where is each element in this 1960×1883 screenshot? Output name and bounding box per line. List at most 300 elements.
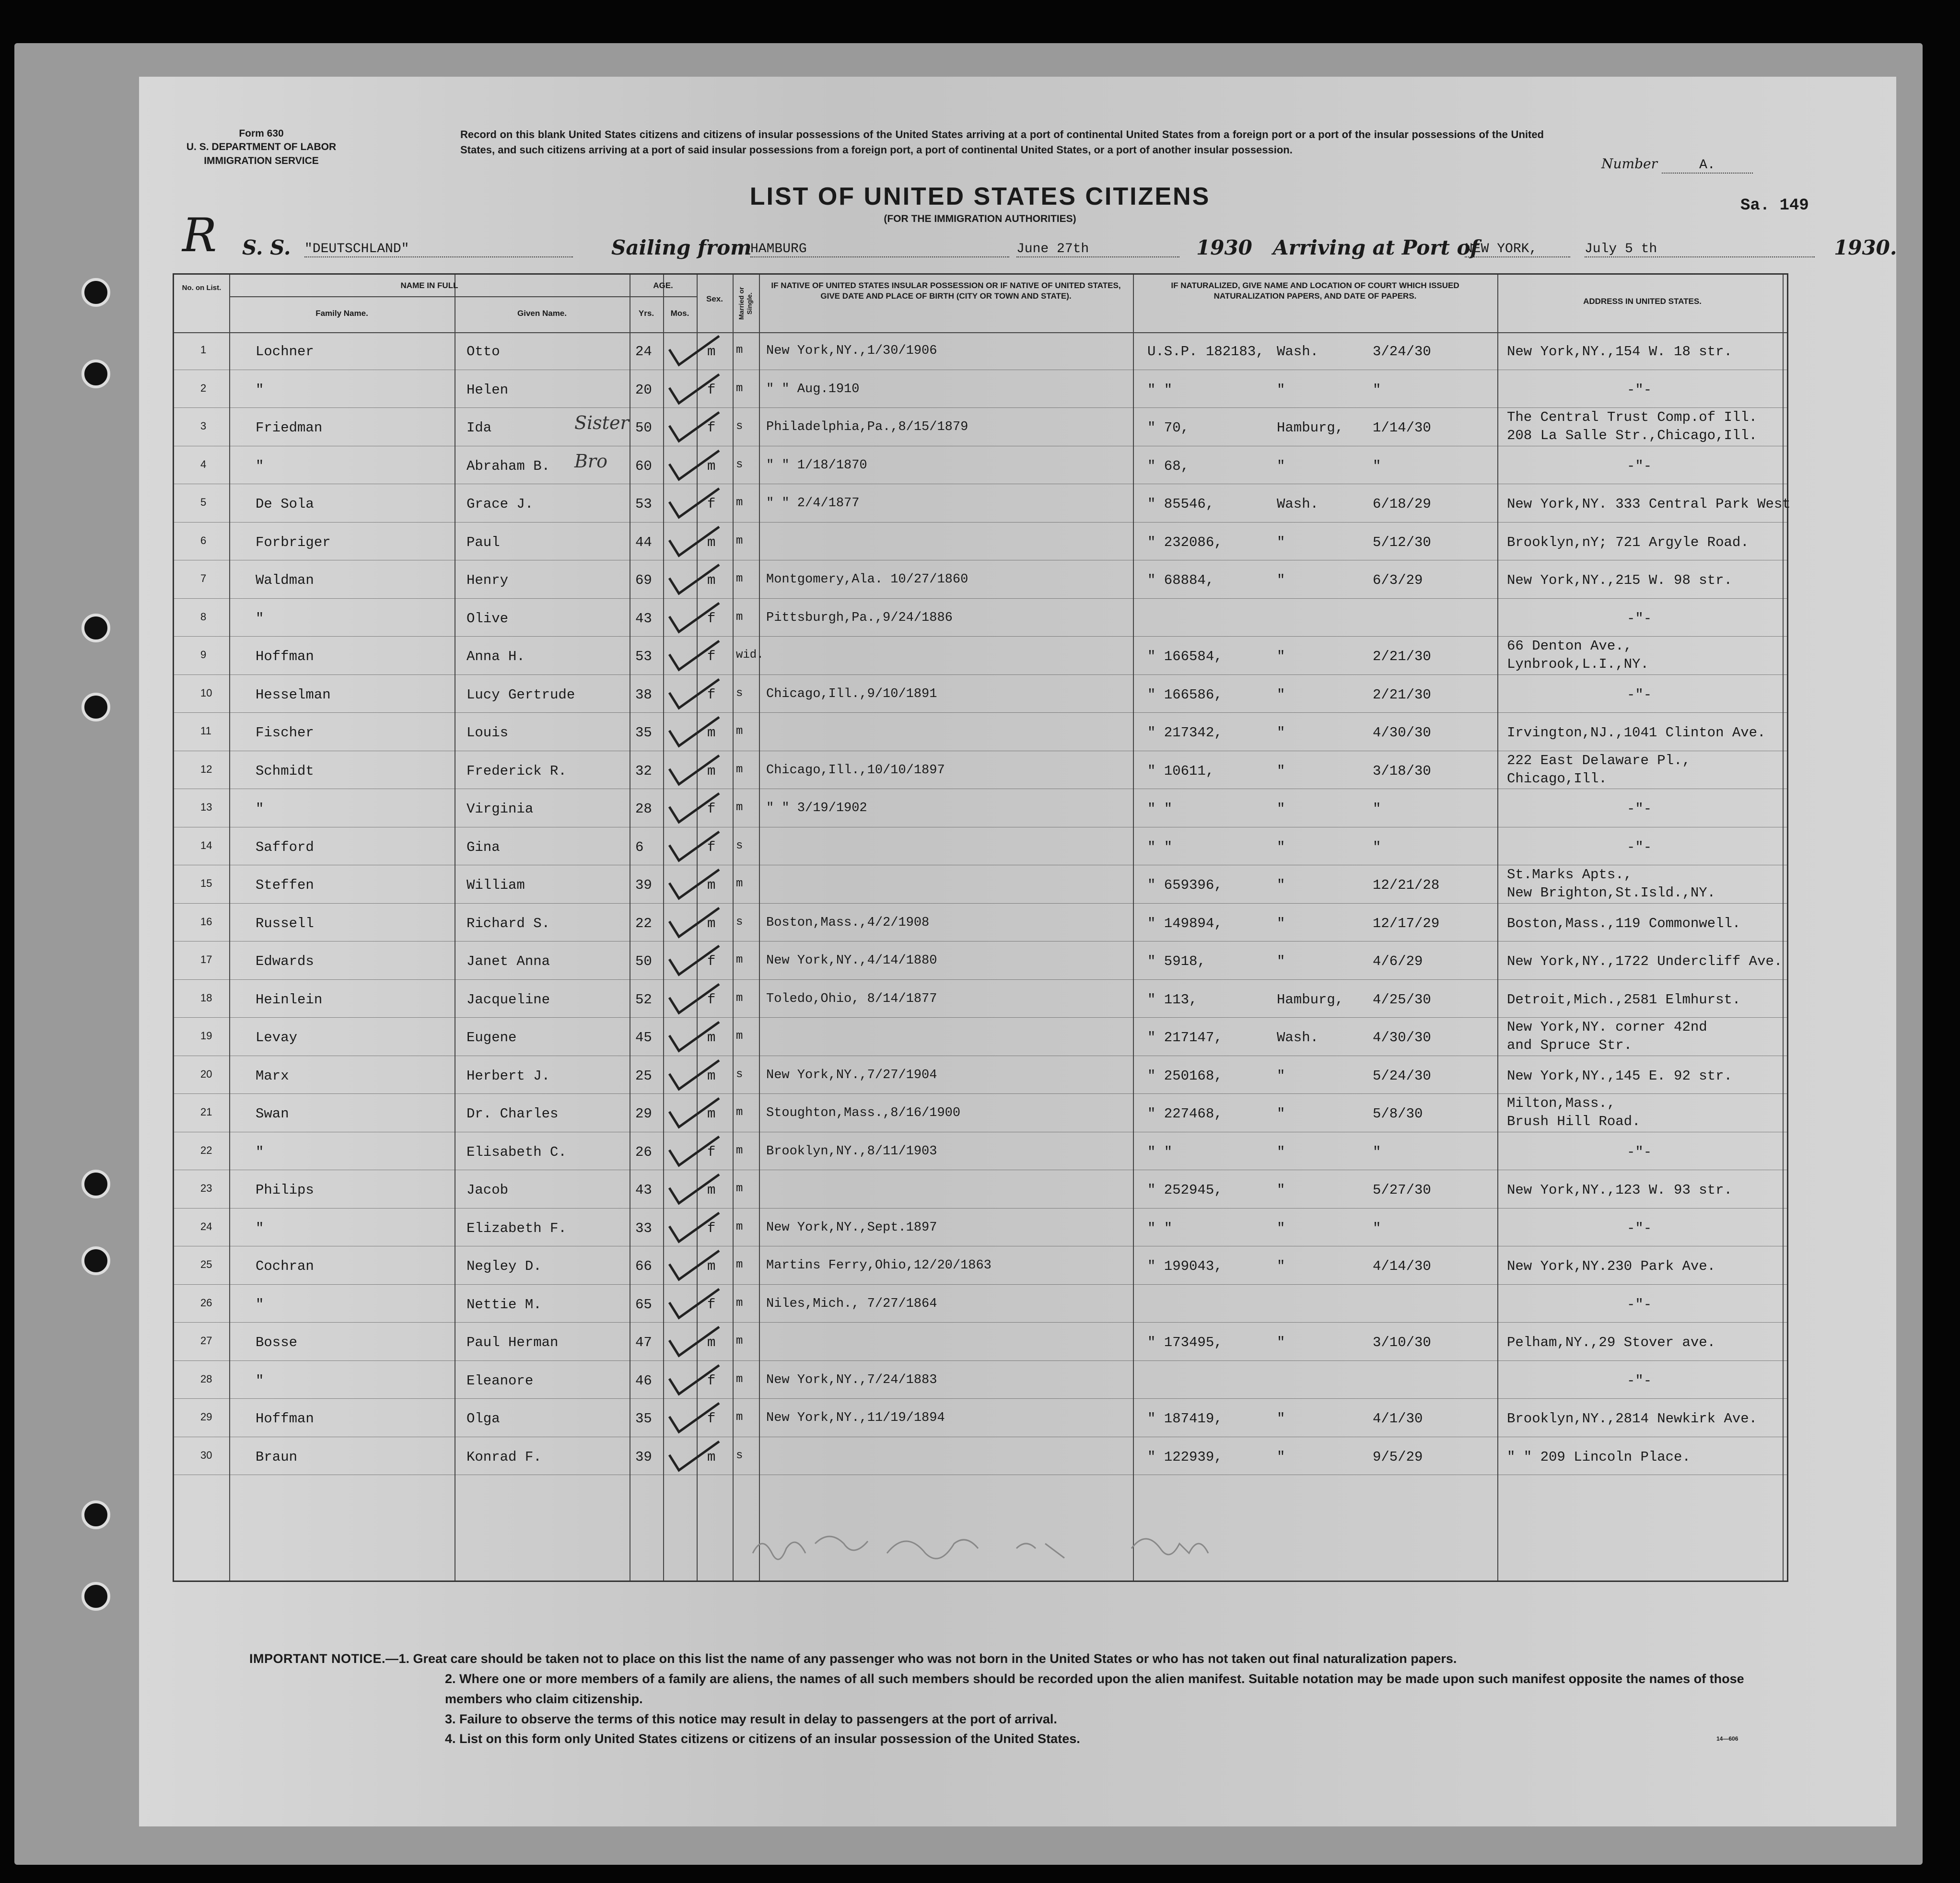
naturalization-number: " 149894, [1147,915,1223,931]
sex: f [707,1296,716,1313]
naturalization-date: 4/14/30 [1373,1258,1431,1274]
sex: f [707,649,716,664]
age-years: 44 [635,534,652,550]
given-name: Jacob [467,1182,509,1198]
arrival-year: 1930. [1834,236,1897,259]
naturalization-court: " [1277,915,1285,931]
age-years: 46 [635,1372,652,1389]
naturalization-number: " " [1147,1144,1173,1160]
check-mark-icon [665,1059,723,1093]
notice-item [249,1649,1784,1669]
sex: m [707,725,716,741]
given-name: Helen [467,382,509,398]
naturalization-court: " [1277,572,1285,588]
check-mark-icon [665,602,723,636]
age-years: 43 [635,1182,652,1198]
family-name: " [256,382,264,398]
table-row [174,1171,1787,1209]
header-no: No. on List. [182,284,222,292]
age-years: 39 [635,877,652,893]
given-name: Lucy Gertrude [467,686,575,703]
given-name: Virginia [467,801,534,817]
sex: f [707,1372,716,1389]
row-rule [174,522,1787,523]
table-row [174,1133,1787,1171]
marital-status: m [736,763,743,776]
naturalization-number: " " [1147,839,1173,855]
address-line-1: -"- [1627,686,1652,703]
age-years: 60 [635,458,652,474]
marital-status: m [736,1335,743,1348]
given-name: Jacqueline [467,991,550,1008]
age-years: 26 [635,1144,652,1160]
check-mark-icon [665,1136,723,1169]
family-name: Fischer [256,725,314,741]
header-naturalized: IF NATURALIZED, GIVE NAME AND LOCATION OF COURT WHICH ISSUED NATURALIZATION PAPERS, AND DATE OF PAPERS. [1171,281,1459,301]
family-name: Safford [256,839,314,855]
naturalization-number: " 173495, [1147,1335,1223,1350]
age-years: 66 [635,1258,652,1274]
naturalization-court: " [1277,686,1285,703]
check-mark-icon [665,488,723,521]
notice-item: 4. List on this form only United States citizens or citizens of an insular possession of the United States. [445,1732,1080,1746]
given-name: Richard S. [467,915,550,931]
family-name: Schmidt [256,763,314,779]
sex: f [707,420,716,436]
birth-place-date: Philadelphia,Pa.,8/15/1879 [766,420,968,434]
naturalization-number: U.S.P. 182183, [1147,344,1264,360]
birth-place-date: Niles,Mich., 7/27/1864 [766,1296,937,1311]
sex: m [707,572,716,588]
punch-hole [82,1582,110,1611]
form-identification [170,127,352,168]
marital-status: s [736,1068,743,1081]
naturalization-number: " 10611, [1147,763,1214,779]
check-mark-icon [665,640,723,674]
table-row [174,866,1787,904]
age-years: 65 [635,1296,652,1313]
naturalization-number: " " [1147,382,1173,398]
address-line-2: New Brighton,St.Isld.,NY. [1507,885,1716,901]
family-name: " [256,610,264,627]
naturalization-number: " 227468, [1147,1106,1223,1122]
address-line-2: Chicago,Ill. [1507,770,1607,787]
check-mark-icon [665,716,723,750]
row-rule [174,1360,1787,1361]
row-rule [174,941,1787,942]
birth-place-date: Chicago,Ill.,10/10/1897 [766,763,945,778]
table-row [174,637,1787,675]
table-row [174,1399,1787,1437]
punch-hole [82,278,110,307]
family-name: Hesselman [256,686,331,703]
notice-item-text: 1. Great care should be taken not to place on this list the name of any passenger who was not born in the United States or who has not taken out final naturalization papers. [398,1651,1457,1666]
given-name: Dr. Charles [467,1106,559,1122]
row-rule [174,979,1787,980]
sex: m [707,763,716,779]
family-name: Friedman [256,420,323,436]
given-name: Gina [467,839,500,855]
handwritten-annotation [748,1524,1323,1572]
check-mark-icon [665,373,723,407]
marital-status: s [736,839,743,852]
table-row [174,1361,1787,1399]
table-row [174,904,1787,942]
address-line-1: -"- [1627,1220,1652,1236]
handwritten-relation: Sister [574,412,629,433]
sex: m [707,877,716,893]
family-name: Levay [256,1030,298,1046]
naturalization-number: " 187419, [1147,1411,1223,1427]
check-mark-icon [665,1326,723,1360]
arrival-port: NEW YORK, [1465,242,1570,257]
row-number: 26 [200,1296,212,1309]
address-line-1: Brooklyn,nY; 721 Argyle Road. [1507,534,1749,550]
family-name: " [256,1220,264,1236]
birth-place-date: New York,NY.,7/27/1904 [766,1068,937,1082]
birth-place-date: " " Aug.1910 [766,382,860,396]
check-mark-icon [665,1402,723,1436]
row-number: 2 [200,382,207,394]
marital-status: m [736,1220,743,1233]
department-name: U. S. DEPARTMENT OF LABOR [186,141,337,153]
family-name: Forbriger [256,534,331,550]
naturalization-court: Wash. [1277,1030,1319,1046]
address-line-2: Brush Hill Road. [1507,1114,1641,1129]
marital-status: m [736,877,743,890]
table-row [174,332,1787,370]
row-number: 29 [200,1411,212,1423]
given-name: Henry [467,572,509,588]
row-number: 4 [200,458,207,470]
address-line-1: 222 East Delaware Pl., [1507,752,1691,768]
header-family-name: Family Name. [315,309,368,318]
sex: m [707,1449,716,1465]
family-name: Russell [256,915,314,931]
marital-status: s [736,915,743,929]
sex: f [707,382,716,398]
header-married-single: Married or Single. [737,287,753,320]
table-row [174,790,1787,827]
address-line-1: New York,NY. 333 Central Park West [1507,496,1791,512]
naturalization-number: " 122939, [1147,1449,1223,1465]
marital-status: m [736,344,743,357]
sex: f [707,686,716,703]
notice-heading: IMPORTANT NOTICE.— [249,1651,399,1666]
address-line-1: New York,NY.,215 W. 98 str. [1507,572,1732,588]
check-mark-icon [665,1021,723,1055]
naturalization-court: Wash. [1277,496,1319,512]
address-line-1: Pelham,NY.,29 Stover ave. [1507,1335,1716,1350]
row-number: 27 [200,1335,212,1347]
naturalization-date: 5/27/30 [1373,1182,1431,1198]
naturalization-number: " " [1147,1220,1173,1236]
row-number: 3 [200,420,207,432]
marital-status: m [736,1182,743,1195]
naturalization-number: " 85546, [1147,496,1214,512]
naturalization-number: " 68884, [1147,572,1214,588]
age-years: 69 [635,572,652,588]
naturalization-date: " [1373,382,1381,398]
birth-place-date: New York,NY.,1/30/1906 [766,344,937,358]
age-years: 24 [635,344,652,360]
naturalization-date: " [1373,1144,1381,1160]
family-name: Braun [256,1449,298,1465]
table-row [174,1323,1787,1361]
punch-hole [82,1246,110,1275]
address-line-1: -"- [1627,1144,1652,1160]
table-row [174,371,1787,408]
arrival-date: July 5 th [1585,242,1815,257]
naturalization-number: " 232086, [1147,534,1223,550]
check-mark-icon [665,1097,723,1131]
marital-status: m [736,953,743,966]
naturalization-date: " [1373,458,1381,474]
naturalization-number: " 113, [1147,991,1198,1008]
row-number: 21 [200,1106,212,1118]
given-name: Otto [467,344,500,360]
naturalization-court: Hamburg, [1277,420,1344,436]
marital-status: m [736,496,743,509]
given-name: Olive [467,610,509,627]
row-rule [174,1322,1787,1323]
marital-status: m [736,382,743,395]
punch-hole [82,693,110,721]
marital-status: m [736,991,743,1005]
row-number: 16 [200,915,212,928]
sailing-label: Sailing from [611,236,752,259]
naturalization-number: " 217147, [1147,1030,1223,1046]
sex: f [707,610,716,627]
address-line-1: New York,NY.,145 E. 92 str. [1507,1068,1732,1084]
punch-hole [82,1500,110,1529]
family-name: De Sola [256,496,314,512]
row-number: 7 [200,572,207,584]
naturalization-court: Wash. [1277,344,1319,360]
family-name: Philips [256,1182,314,1198]
marital-status: m [736,801,743,814]
address-line-1: " " 209 Lincoln Place. [1507,1449,1691,1465]
table-row [174,408,1787,446]
naturalization-date: 9/5/29 [1373,1449,1423,1465]
number-value: A. [1662,158,1753,174]
naturalization-date: 2/21/30 [1373,649,1431,664]
row-number: 25 [200,1258,212,1270]
given-name: Nettie M. [467,1296,542,1313]
address-line-1: -"- [1627,458,1652,474]
row-rule [174,1017,1787,1018]
header-age: AGE. [653,281,673,290]
row-number: 18 [200,991,212,1004]
check-mark-icon [665,411,723,445]
row-number: 28 [200,1372,212,1385]
naturalization-date: 3/24/30 [1373,344,1431,360]
given-name: Grace J. [467,496,534,512]
birth-place-date: New York,NY.,7/24/1883 [766,1372,937,1387]
family-name: Hoffman [256,1411,314,1427]
sailing-year: 1930 [1196,236,1252,259]
passenger-table [173,273,1791,1582]
age-years: 45 [635,1030,652,1046]
marital-status: m [736,610,743,624]
age-years: 22 [635,915,652,931]
marital-status: m [736,1030,743,1043]
number-label: Number [1601,156,1657,172]
address-line-1: -"- [1627,839,1652,855]
marital-status: m [736,1106,743,1119]
naturalization-court: " [1277,458,1285,474]
important-notice [249,1649,1784,1749]
ss-label: S. S. [242,236,291,259]
address-line-2: and Spruce Str. [1507,1037,1633,1053]
address-line-1: New York,NY. corner 42nd [1507,1019,1707,1035]
naturalization-number: " 217342, [1147,725,1223,741]
sex: f [707,1411,716,1427]
family-name: " [256,458,264,474]
naturalization-date: 3/18/30 [1373,763,1431,779]
given-name: Elisabeth C. [467,1144,567,1160]
given-name: Abraham B. [467,458,550,474]
check-mark-icon [665,1288,723,1322]
age-years: 29 [635,1106,652,1122]
naturalization-court: " [1277,534,1285,550]
naturalization-number: " 68, [1147,458,1190,474]
family-name: Hoffman [256,649,314,664]
given-name: Paul Herman [467,1335,559,1350]
family-name: " [256,1144,264,1160]
departure-port: HAMBURG [750,242,1009,257]
birth-place-date: Pittsburgh,Pa.,9/24/1886 [766,610,953,625]
naturalization-court: " [1277,1449,1285,1465]
address-line-1: Irvington,NJ.,1041 Clinton Ave. [1507,725,1766,741]
family-name: Swan [256,1106,289,1122]
given-name: Louis [467,725,509,741]
address-line-1: Brooklyn,NY.,2814 Newkirk Ave. [1507,1411,1758,1427]
check-mark-icon [665,564,723,597]
row-number: 24 [200,1220,212,1232]
row-rule [174,1398,1787,1399]
notice-item: 3. Failure to observe the terms of this notice may result in delay to passengers at the port of arrival. [445,1711,1057,1726]
sex: m [707,344,716,360]
naturalization-date: 1/14/30 [1373,420,1431,436]
given-name: Eugene [467,1030,517,1046]
address-line-2: 208 La Salle Str.,Chicago,Ill. [1507,428,1758,443]
sheet-number: Sa. 149 [1740,197,1809,215]
form-code: 14—606 [1716,1735,1738,1742]
sex: f [707,1144,716,1160]
sex: m [707,458,716,474]
birth-place-date: Chicago,Ill.,9/10/1891 [766,686,937,701]
naturalization-date: 3/10/30 [1373,1335,1431,1350]
row-rule [174,674,1787,675]
page-title: LIST OF UNITED STATES CITIZENS [749,183,1211,210]
address-line-1: -"- [1627,801,1652,817]
address-line-1: New York,NY.,1722 Undercliff Ave. [1507,953,1783,969]
row-number: 22 [200,1144,212,1156]
naturalization-court: " [1277,649,1285,664]
check-mark-icon [665,1250,723,1283]
naturalization-court: " [1277,763,1285,779]
naturalization-date: 4/6/29 [1373,953,1423,969]
naturalization-date: 4/1/30 [1373,1411,1423,1427]
sex: m [707,1182,716,1198]
given-name: Olga [467,1411,500,1427]
naturalization-date: 6/18/29 [1373,496,1431,512]
family-name: Bosse [256,1335,298,1350]
sex: f [707,1220,716,1236]
address-line-1: New York,NY.,154 W. 18 str. [1507,344,1732,360]
row-rule [174,1284,1787,1285]
birth-place-date: New York,NY.,Sept.1897 [766,1220,937,1235]
naturalization-court: " [1277,725,1285,741]
naturalization-court: " [1277,839,1285,855]
marital-status: m [736,1258,743,1271]
check-mark-icon [665,526,723,559]
birth-place-date: " " 1/18/1870 [766,458,867,473]
table-row [174,1057,1787,1094]
family-name: " [256,801,264,817]
check-mark-icon [665,1364,723,1398]
family-name: Lochner [256,344,314,360]
naturalization-date: 12/17/29 [1373,915,1440,931]
naturalization-court: " [1277,953,1285,969]
given-name: Herbert J. [467,1068,550,1084]
table-row [174,1247,1787,1285]
naturalization-date: 5/12/30 [1373,534,1431,550]
header-sex: Sex. [706,294,723,303]
naturalization-date: 4/25/30 [1373,991,1431,1008]
row-number: 9 [200,649,207,661]
marital-status: s [736,420,743,433]
family-name: " [256,1372,264,1389]
row-number: 23 [200,1182,212,1194]
row-number: 8 [200,610,207,623]
age-years: 32 [635,763,652,779]
age-years: 35 [635,1411,652,1427]
table-row [174,675,1787,713]
check-mark-icon [665,983,723,1017]
given-name: Ida [467,420,492,436]
check-mark-icon [665,1212,723,1245]
address-line-1: Milton,Mass., [1507,1095,1616,1111]
punch-hole [82,1170,110,1198]
form-number: Form 630 [239,128,284,139]
address-line-1: Boston,Mass.,119 Commonwell. [1507,915,1741,931]
family-name: Waldman [256,572,314,588]
handwritten-relation: Bro [574,450,607,472]
check-mark-icon [665,831,723,864]
row-number: 11 [200,725,211,737]
check-mark-icon [665,450,723,483]
sex: m [707,915,716,931]
naturalization-number: " 252945, [1147,1182,1223,1198]
sex: f [707,496,716,512]
marital-status: s [736,458,743,471]
naturalization-date: 5/8/30 [1373,1106,1423,1122]
handwritten-letter: R [182,209,217,262]
table-row [174,1438,1787,1476]
naturalization-court: " [1277,1068,1285,1084]
table-row [174,752,1787,790]
marital-status: m [736,1144,743,1157]
row-number: 20 [200,1068,212,1080]
marital-status: m [736,572,743,585]
naturalization-court: " [1277,801,1285,817]
row-number: 6 [200,534,207,546]
birth-place-date: " " 2/4/1877 [766,496,860,511]
table-row [174,447,1787,485]
naturalization-date: " [1373,801,1381,817]
